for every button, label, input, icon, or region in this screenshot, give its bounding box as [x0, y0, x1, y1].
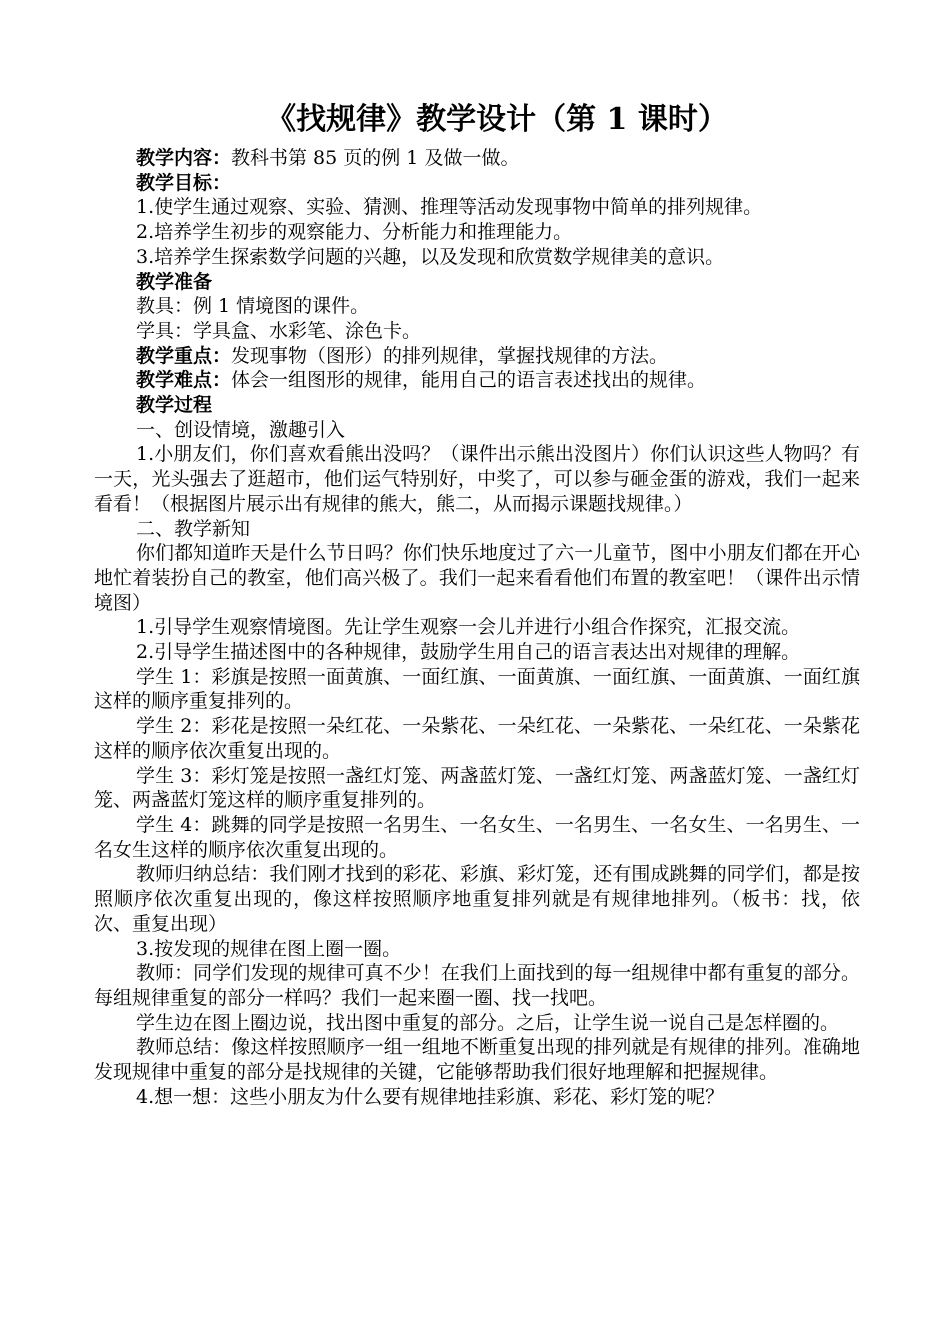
goal-item: 1.使学生通过观察、实验、猜测、推理等活动发现事物中简单的排列规律。: [136, 196, 763, 219]
paragraph: 学生 1：彩旗是按照一面黄旗、一面红旗、一面黄旗、一面红旗、一面黄旗、一面红旗这样的顺序重复排列的。: [94, 665, 860, 713]
teaching-content-label: 教学内容：: [136, 147, 232, 169]
goals-heading: 教学目标：: [136, 171, 232, 194]
key-point-text: 发现事物（图形）的排列规律，掌握找规律的方法。: [231, 344, 669, 367]
paragraph: 2.引导学生描述图中的各种规律，鼓励学生用自己的语言表达出对规律的理解。: [136, 641, 801, 664]
paragraph: 学生 4：跳舞的同学是按照一名男生、一名女生、一名男生、一名女生、一名男生、一名女生这样的顺序依次重复出现的。: [94, 813, 860, 861]
difficult-point: [94, 368, 860, 393]
teaching-content: [94, 146, 860, 171]
paragraph: 学生 2：彩花是按照一朵红花、一朵紫花、一朵红花、一朵紫花、一朵红花、一朵紫花这样的顺序依次重复出现的。: [94, 715, 860, 762]
paragraph: 教师归纳总结：我们刚才找到的彩花、彩旗、彩灯笼，还有围成跳舞的同学们，都是按照顺序依次重复出现的，像这样按照顺序地重复排列就是有规律地排列。（板书：找，依次、重复出现）: [94, 863, 860, 935]
difficult-point-label: 教学难点：: [136, 369, 232, 392]
prep-item: 学具：学具盒、水彩笔、涂色卡。: [136, 319, 422, 342]
paragraph: 你们都知道昨天是什么节日吗？你们快乐地度过了六一儿童节，图中小朋友们都在开心地忙着装扮自己的教室，他们高兴极了。我们一起来看看他们布置的教室吧！（课件出示情境图）: [94, 542, 860, 614]
document-page: [94, 100, 860, 1109]
prep-heading: 教学准备: [136, 270, 213, 293]
key-point: [94, 344, 860, 369]
paragraph: 3.按发现的规律在图上圈一圈。: [136, 937, 402, 960]
paragraph: 教师总结：像这样按照顺序一组一组地不断重复出现的排列就是有规律的排列。准确地发现规律中重复的部分是找规律的关键，它能够帮助我们很好地理解和把握规律。: [94, 1036, 860, 1084]
section-heading-1: 一、创设情境，激趣引入: [136, 418, 346, 441]
teaching-content-text: 教科书第 85 页的例 1 及做一做。: [231, 147, 520, 169]
paragraph: 教师：同学们发现的规律可真不少！在我们上面找到的每一组规律中都有重复的部分。每组规律重复的部分一样吗？我们一起来圈一圈、找一找吧。: [94, 962, 860, 1009]
paragraph: 1.小朋友们，你们喜欢看熊出没吗？（课件出示熊出没图片）你们认识这些人物吗？有一天，光头强去了逛超市，他们运气特别好，中奖了，可以参与砸金蛋的游戏，我们一起来看看！（根据图片展示出有规律的熊大，熊二，从而揭示课题找规律。）: [94, 443, 860, 515]
goal-item: 3.培养学生探索数学问题的兴趣，以及发现和欣赏数学规律美的意识。: [136, 245, 725, 268]
difficult-point-text: 体会一组图形的规律，能用自己的语言表述找出的规律。: [231, 369, 707, 392]
paragraph: 1.引导学生观察情境图。先让学生观察一会儿并进行小组合作探究，汇报交流。: [136, 616, 801, 639]
goal-item: 2.培养学生初步的观察能力、分析能力和推理能力。: [136, 221, 573, 244]
section-heading-2: 二、教学新知: [136, 517, 251, 540]
key-point-label: 教学重点：: [136, 344, 232, 367]
paragraph: 学生 3：彩灯笼是按照一盏红灯笼、两盏蓝灯笼、一盏红灯笼、两盏蓝灯笼、一盏红灯笼、两盏蓝灯笼这样的顺序重复排列的。: [94, 764, 860, 812]
paragraph: 4.想一想：这些小朋友为什么要有规律地挂彩旗、彩花、彩灯笼的呢？: [136, 1085, 725, 1108]
prep-item: 教具：例 1 情境图的课件。: [136, 295, 370, 318]
process-heading: 教学过程: [136, 394, 213, 417]
paragraph: 学生边在图上圈边说，找出图中重复的部分。之后，让学生说一说自己是怎样圈的。: [136, 1011, 840, 1034]
document-title: 《找规律》教学设计（第 1 课时）: [266, 102, 728, 137]
